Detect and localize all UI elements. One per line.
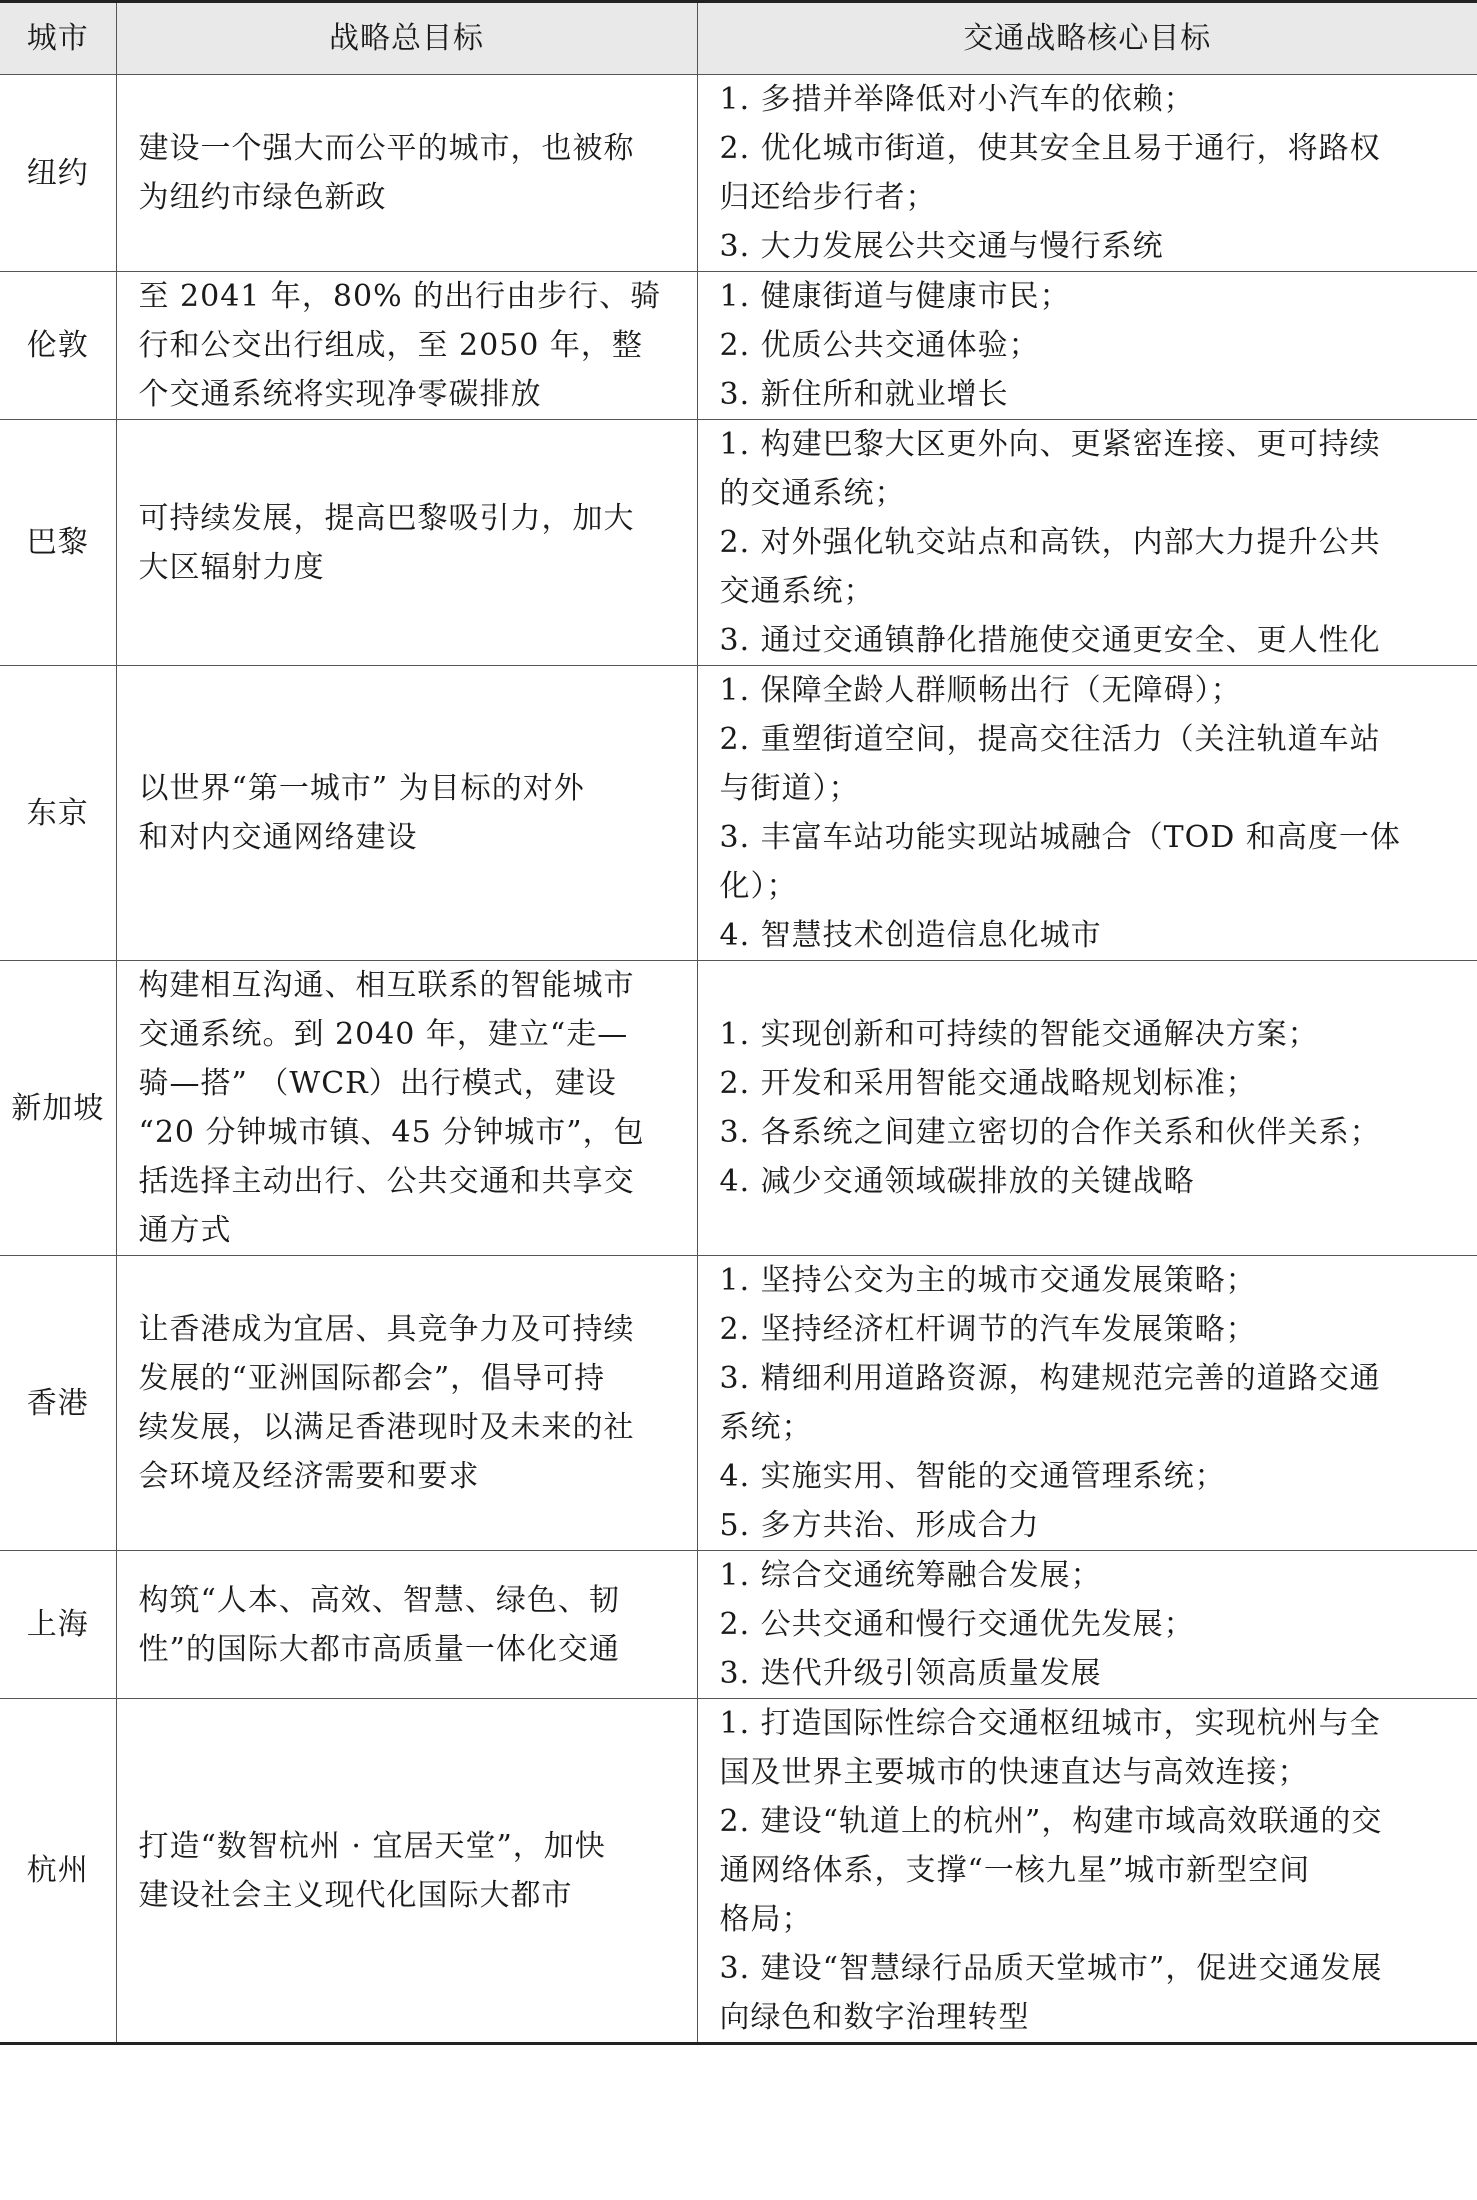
overall-goal-line: 让香港成为宜居、具竞争力及可持续 <box>138 1312 635 1347</box>
core-goal-line: 通网络体系，支撑“一核九星”城市新型空间 <box>719 1853 1311 1888</box>
overall-goal-line: 个交通系统将实现净零碳排放 <box>138 377 542 412</box>
overall-goal-line: 以世界“第一城市” 为目标的对外 <box>138 771 585 806</box>
core-goal-line: 3. 新住所和就业增长 <box>719 377 1009 412</box>
core-goal-line: 3. 建设“智慧绿行品质天堂城市”，促进交通发展 <box>719 1951 1383 1986</box>
table-row <box>0 1551 1477 1699</box>
overall-goal-cell <box>116 1551 697 1699</box>
core-goal-line: 2. 开发和采用智能交通战略规划标准； <box>719 1066 1257 1101</box>
core-goal-line: 4. 智慧技术创造信息化城市 <box>719 918 1102 953</box>
core-goal-line: 交通系统； <box>719 574 875 609</box>
core-goal-line: 1. 多措并举降低对小汽车的依赖； <box>719 82 1195 117</box>
overall-goal-line: 通方式 <box>138 1213 232 1248</box>
city-cell: 新加坡 <box>0 961 116 1256</box>
core-goal-line: 1. 打造国际性综合交通枢纽城市，实现杭州与全 <box>719 1706 1381 1741</box>
core-goal-line: 1. 坚持公交为主的城市交通发展策略； <box>719 1263 1257 1298</box>
city-cell: 伦敦 <box>0 272 116 420</box>
core-goal-line: 系统； <box>719 1410 813 1445</box>
overall-goal-line: 构建相互沟通、相互联系的智能城市 <box>138 968 635 1003</box>
overall-goal-line: 骑—搭” （WCR）出行模式，建设 <box>138 1066 617 1101</box>
core-goal-line: 1. 实现创新和可持续的智能交通解决方案； <box>719 1017 1319 1052</box>
overall-goal-cell <box>116 1256 697 1551</box>
overall-goal-line: 括选择主动出行、公共交通和共享交 <box>138 1164 635 1199</box>
core-goal-line: 2. 优质公共交通体验； <box>719 328 1040 363</box>
core-goal-line: 1. 健康街道与健康市民； <box>719 279 1071 314</box>
overall-goal-line: 建设社会主义现代化国际大都市 <box>138 1877 573 1913</box>
core-goal-line: 向绿色和数字治理转型 <box>719 2000 1030 2035</box>
core-goal-line: 2. 优化城市街道，使其安全且易于通行，将路权 <box>719 131 1381 166</box>
core-goals-cell <box>697 420 1477 666</box>
city-cell: 东京 <box>0 666 116 961</box>
core-goal-line: 的交通系统； <box>719 476 906 511</box>
overall-goal-line: 打造“数智杭州 · 宜居天堂”，加快 <box>138 1828 606 1864</box>
city-cell: 上海 <box>0 1551 116 1699</box>
overall-goal-cell <box>116 1699 697 2044</box>
header-core-goals: 交通战略核心目标 <box>697 2 1477 75</box>
overall-goal-line: 为纽约市绿色新政 <box>138 180 387 215</box>
core-goal-line: 2. 重塑街道空间，提高交往活力（关注轨道车站 <box>719 722 1381 757</box>
core-goal-line: 4. 减少交通领域碳排放的关键战略 <box>719 1164 1195 1199</box>
core-goal-line: 格局； <box>719 1902 813 1937</box>
core-goal-line: 与街道）； <box>719 771 860 806</box>
table-row <box>0 420 1477 666</box>
overall-goal-line: 至 2041 年，80% 的出行由步行、骑 <box>138 279 662 314</box>
city-cell: 杭州 <box>0 1699 116 2044</box>
table-row <box>0 75 1477 272</box>
core-goal-line: 国及世界主要城市的快速直达与高效连接； <box>719 1755 1309 1790</box>
table-row <box>0 1699 1477 2044</box>
overall-goal-cell <box>116 75 697 272</box>
header-row <box>0 2 1477 75</box>
core-goals-cell <box>697 1551 1477 1699</box>
overall-goal-cell <box>116 272 697 420</box>
table-row <box>0 961 1477 1256</box>
header-city: 城市 <box>0 2 116 75</box>
core-goal-line: 3. 迭代升级引领高质量发展 <box>719 1656 1102 1691</box>
core-goals-cell <box>697 666 1477 961</box>
core-goal-line: 3. 大力发展公共交通与慢行系统 <box>719 229 1164 264</box>
overall-goal-line: 构筑“人本、高效、智慧、绿色、韧 <box>138 1582 620 1618</box>
core-goals-cell <box>697 1256 1477 1551</box>
core-goals-cell <box>697 961 1477 1256</box>
overall-goal-line: 和对内交通网络建设 <box>138 820 418 855</box>
header-overall-goal: 战略总目标 <box>116 2 697 75</box>
core-goal-line: 1. 综合交通统筹融合发展； <box>719 1558 1102 1593</box>
core-goal-line: 3. 精细利用道路资源，构建规范完善的道路交通 <box>719 1361 1381 1396</box>
overall-goal-line: “20 分钟城市镇、45 分钟城市”，包 <box>138 1115 645 1150</box>
overall-goal-line: 行和公交出行组成，至 2050 年，整 <box>138 328 643 363</box>
overall-goal-line: 交通系统。到 2040 年，建立“走— <box>138 1017 629 1052</box>
overall-goal-line: 续发展，以满足香港现时及未来的社 <box>138 1410 635 1445</box>
core-goal-line: 4. 实施实用、智能的交通管理系统； <box>719 1459 1226 1494</box>
core-goal-line: 2. 对外强化轨交站点和高铁，内部大力提升公共 <box>719 525 1381 560</box>
city-cell: 巴黎 <box>0 420 116 666</box>
overall-goal-cell <box>116 666 697 961</box>
overall-goal-cell <box>116 961 697 1256</box>
core-goal-line: 5. 多方共治、形成合力 <box>719 1508 1040 1543</box>
city-cell: 香港 <box>0 1256 116 1551</box>
core-goal-line: 归还给步行者； <box>719 180 937 215</box>
table-row <box>0 272 1477 420</box>
table-body <box>0 75 1477 2044</box>
overall-goal-line: 性”的国际大都市高质量一体化交通 <box>138 1631 620 1667</box>
core-goal-line: 3. 各系统之间建立密切的合作关系和伙伴关系； <box>719 1115 1381 1150</box>
core-goal-line: 3. 丰富车站功能实现站城融合（TOD 和高度一体化）； <box>719 820 1401 904</box>
overall-goal-line: 大区辐射力度 <box>138 549 325 585</box>
core-goals-cell <box>697 75 1477 272</box>
overall-goal-line: 会环境及经济需要和要求 <box>138 1459 480 1494</box>
core-goals-cell <box>697 1699 1477 2044</box>
core-goal-line: 1. 保障全龄人群顺畅出行（无障碍）； <box>719 673 1242 708</box>
core-goals-cell <box>697 272 1477 420</box>
table-row <box>0 1256 1477 1551</box>
core-goal-line: 1. 构建巴黎大区更外向、更紧密连接、更可持续 <box>719 427 1381 462</box>
core-goal-line: 2. 公共交通和慢行交通优先发展； <box>719 1607 1195 1642</box>
overall-goal-line: 可持续发展，提高巴黎吸引力，加大 <box>138 500 635 536</box>
core-goal-line: 2. 建设“轨道上的杭州”，构建市域高效联通的交 <box>719 1804 1383 1839</box>
core-goal-line: 3. 通过交通镇静化措施使交通更安全、更人性化 <box>719 623 1381 658</box>
city-cell: 纽约 <box>0 75 116 272</box>
core-goal-line: 2. 坚持经济杠杆调节的汽车发展策略； <box>719 1312 1257 1347</box>
overall-goal-line: 建设一个强大而公平的城市，也被称 <box>138 131 635 166</box>
overall-goal-cell <box>116 420 697 666</box>
overall-goal-line: 发展的“亚洲国际都会”，倡导可持 <box>138 1361 606 1396</box>
table-row <box>0 666 1477 961</box>
